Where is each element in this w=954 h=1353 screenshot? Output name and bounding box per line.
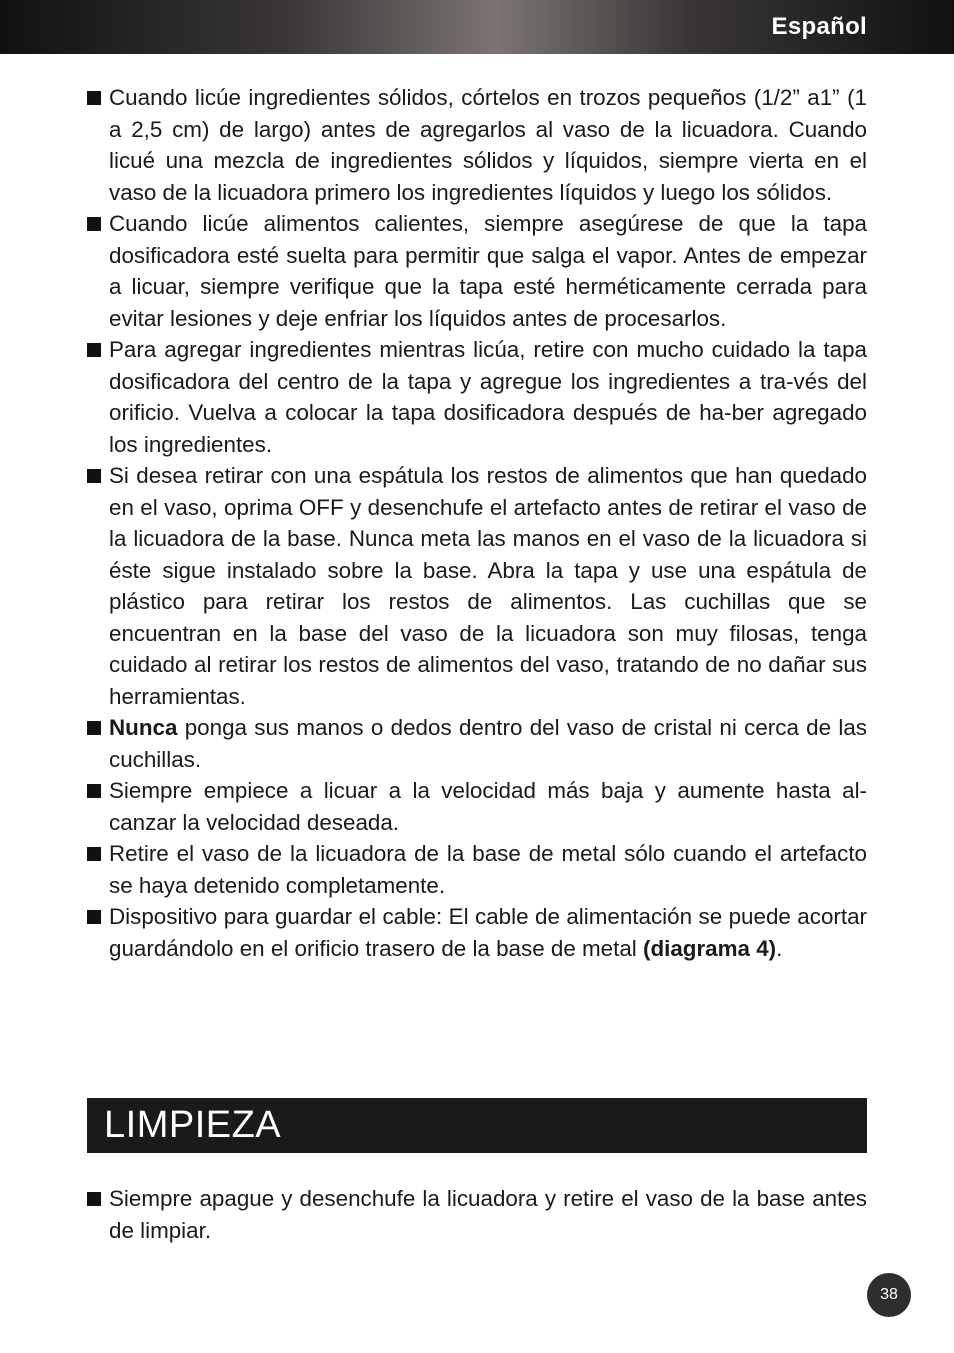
section-heading-bar <box>87 1098 867 1153</box>
diagram-reference: (diagrama 4) <box>642 935 777 961</box>
square-bullet-icon <box>87 847 101 861</box>
list-item-text: Para agregar ingredientes mientras licúa, retire con mucho cuidado la tapa dosificadora del centro de la tapa y agregue los ingredientes a tra-vés del orificio. Vuelva a colocar la tapa dosificadora después de ha-ber agregado los ingredientes. <box>109 337 867 457</box>
list-item-text: Siempre apague y desenchufe la licuadora y retire el vaso de la base antes de limpiar. <box>109 1186 867 1243</box>
language-label: Español <box>771 13 867 40</box>
list-item <box>87 838 867 901</box>
list-item <box>87 901 867 964</box>
list-item-text: Cuando licúe ingredientes sólidos, córtelos en trozos pequeños (1/2” a1” (1 a 2,5 cm) de largo) antes de agregarlos al vaso de la licuadora. Cuando licué una mezcla de ingredientes sólidos y líquidos, siempre vierta en el vaso de la licuadora primero los ingredientes líquidos y luego los sólidos. <box>109 85 867 205</box>
list-item-text: Si desea retirar con una espátula los restos de alimentos que han quedado en el vaso, oprima OFF y desenchufe el artefacto antes de retirar el vaso de la licuadora de la base. Nunca meta las manos en el vaso de la licuadora si éste sigue instalado sobre la base. Abra la tapa y use una espátula de plástico para retirar los restos de alimentos. Las cuchillas que se encuentran en la base del vaso de la licuadora son muy filosas, tenga cuidado al retirar los restos de alimentos del vaso, tratando de no dañar sus herramientas. <box>109 463 867 709</box>
square-bullet-icon <box>87 217 101 231</box>
cleaning-list <box>87 1183 867 1246</box>
section-title: LIMPIEZA <box>104 1104 282 1146</box>
list-item <box>87 1183 867 1246</box>
square-bullet-icon <box>87 1192 101 1206</box>
list-item-text: ponga sus manos o dedos dentro del vaso de cristal ni cerca de las cuchillas. <box>109 715 867 772</box>
square-bullet-icon <box>87 784 101 798</box>
page-number-badge: 38 <box>867 1273 911 1317</box>
square-bullet-icon <box>87 469 101 483</box>
list-item <box>87 460 867 712</box>
list-item-bold-lead: Nunca <box>109 715 178 740</box>
square-bullet-icon <box>87 343 101 357</box>
list-item <box>87 208 867 334</box>
list-item <box>87 82 867 208</box>
list-item-text: Retire el vaso de la licuadora de la base de metal sólo cuando el artefacto se haya detenido completamente. <box>109 841 867 898</box>
list-item-text: Dispositivo para guardar el cable: El cable de alimentación se puede acortar guardándolo en el orificio trasero de la base de metal <box>109 904 867 961</box>
list-item-tail: . <box>776 935 783 961</box>
square-bullet-icon <box>87 910 101 924</box>
square-bullet-icon <box>87 721 101 735</box>
list-item <box>87 334 867 460</box>
list-item-text: Siempre empiece a licuar a la velocidad más baja y aumente hasta al-canzar la velocidad deseada. <box>109 778 867 835</box>
list-item <box>87 712 867 775</box>
square-bullet-icon <box>87 91 101 105</box>
list-item <box>87 775 867 838</box>
instructions-list <box>87 82 867 964</box>
page-header <box>0 0 954 54</box>
list-item-text: Cuando licúe alimentos calientes, siempre asegúrese de que la tapa dosificadora esté suelta para permitir que salga el vapor. Antes de empezar a licuar, siempre verifique que la tapa esté herméticamente cerrada para evitar lesiones y deje enfriar los líquidos antes de procesarlos. <box>109 211 867 331</box>
